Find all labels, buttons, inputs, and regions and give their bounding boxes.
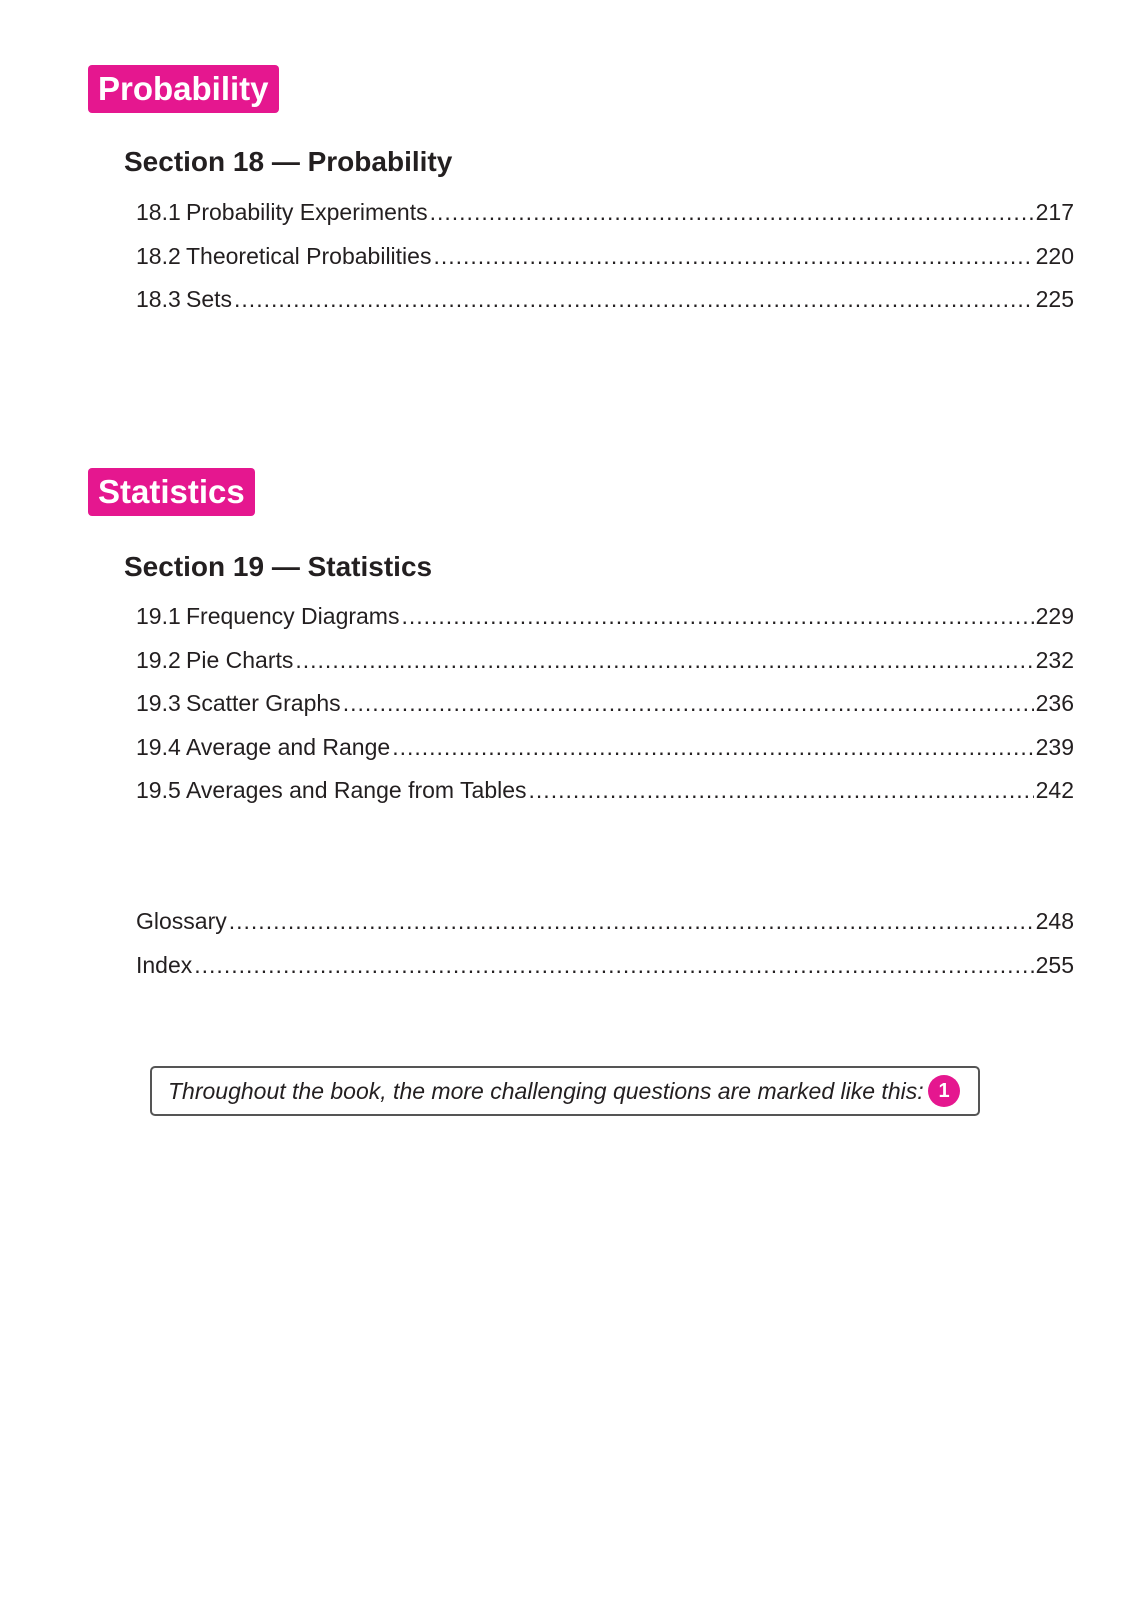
- toc-entry-title: Averages and Range from Tables: [186, 777, 527, 804]
- toc-entry-page: 248: [1035, 908, 1074, 934]
- toc-entry-title: Glossary: [136, 908, 227, 934]
- toc-entry-number: 18.1: [136, 199, 181, 225]
- section-19-heading: Section 19 — Statistics: [124, 551, 433, 582]
- toc-entry-number: 18.3: [136, 286, 181, 313]
- toc-entry-index[interactable]: [136, 950, 1074, 994]
- toc-entry-page: 239: [1035, 733, 1074, 760]
- toc-entry-page: 220: [1035, 242, 1074, 269]
- toc-entry-18-2[interactable]: [136, 241, 1074, 285]
- section-18-toc: [136, 197, 1074, 328]
- toc-entry-page: 229: [1035, 603, 1074, 629]
- toc-entry-page: 242: [1035, 777, 1074, 804]
- toc-entry-18-1[interactable]: [136, 197, 1074, 241]
- challenge-marker-icon: 1: [928, 1075, 960, 1107]
- toc-leader-dots: [430, 197, 1034, 227]
- toc-entry-19-2[interactable]: [136, 645, 1074, 689]
- toc-entry-page: 232: [1035, 646, 1074, 673]
- toc-entry-19-4[interactable]: [136, 732, 1074, 776]
- toc-entry-19-5[interactable]: [136, 775, 1074, 819]
- toc-entry-title: Index: [136, 951, 193, 978]
- toc-entry-number: 19.3: [136, 690, 181, 717]
- toc-entry-number: 18.2: [136, 242, 181, 269]
- challenge-note-box: [150, 1066, 980, 1116]
- toc-entry-title: Average and Range: [186, 733, 391, 760]
- toc-leader-dots: [295, 645, 1033, 675]
- toc-entry-page: 255: [1035, 951, 1074, 978]
- toc-leader-dots: [401, 601, 1033, 631]
- section-19-toc: [136, 601, 1074, 819]
- toc-leader-dots: [529, 775, 1034, 805]
- toc-entry-19-3[interactable]: [136, 688, 1074, 732]
- toc-leader-dots: [229, 906, 1034, 936]
- toc-entry-title: Frequency Diagrams: [186, 603, 400, 629]
- toc-entry-title: Sets: [186, 286, 233, 313]
- toc-leader-dots: [343, 688, 1034, 718]
- toc-entry-number: 19.5: [136, 777, 181, 804]
- back-matter-toc: [136, 906, 1074, 993]
- toc-entry-title: Pie Charts: [186, 646, 294, 673]
- toc-leader-dots: [433, 241, 1033, 271]
- toc-entry-title: Probability Experiments: [186, 199, 428, 225]
- toc-leader-dots: [194, 950, 1033, 980]
- toc-entry-glossary[interactable]: [136, 906, 1074, 950]
- toc-entry-title: Theoretical Probabilities: [186, 242, 432, 269]
- challenge-note-text: Throughout the book, the more challenging questions are marked like this:: [168, 1077, 924, 1104]
- toc-entry-page: 225: [1035, 286, 1074, 313]
- toc-entry-19-1[interactable]: [136, 601, 1074, 645]
- toc-leader-dots: [392, 732, 1033, 762]
- toc-entry-number: 19.4: [136, 733, 181, 760]
- toc-entry-number: 19.2: [136, 646, 181, 673]
- section-18-heading: Section 18 — Probability: [124, 146, 453, 177]
- probability-tag: Probability: [88, 65, 279, 113]
- toc-entry-page: 217: [1035, 199, 1074, 225]
- toc-entry-number: 19.1: [136, 603, 181, 629]
- statistics-tag: Statistics: [88, 468, 255, 516]
- toc-entry-18-3[interactable]: [136, 284, 1074, 328]
- toc-entry-page: 236: [1035, 690, 1074, 717]
- toc-entry-title: Scatter Graphs: [186, 690, 341, 717]
- toc-leader-dots: [234, 284, 1034, 314]
